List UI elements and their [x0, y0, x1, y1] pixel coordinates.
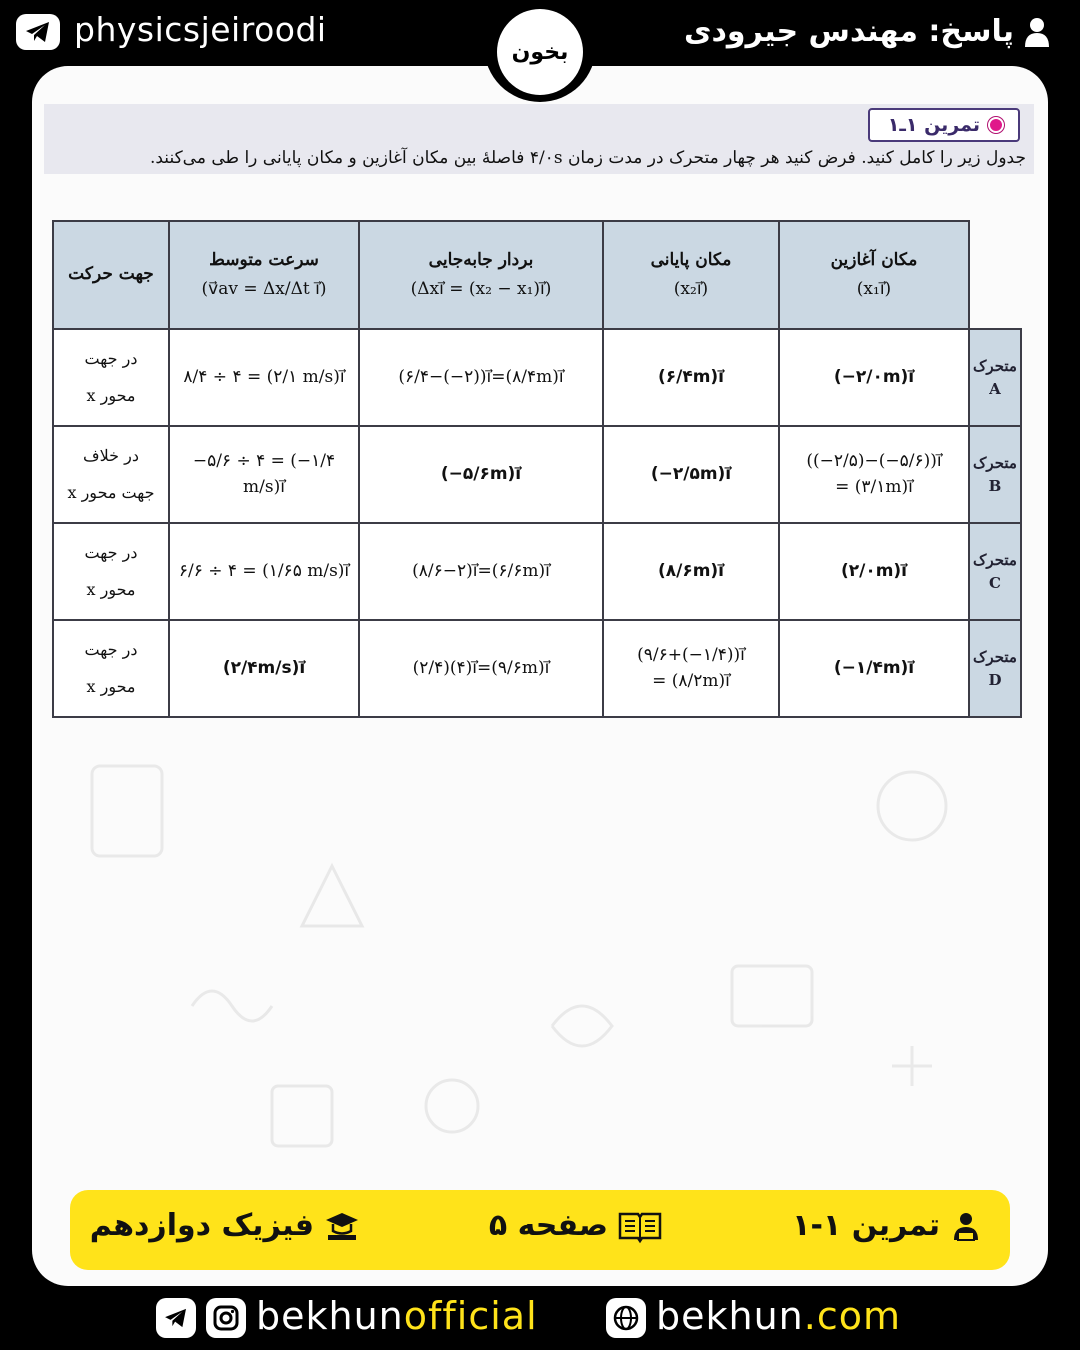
book-icon: [618, 1210, 662, 1242]
instagram-icon[interactable]: [206, 1298, 246, 1338]
row-label: متحرک A: [969, 329, 1021, 426]
exercise-title: [868, 108, 1020, 142]
cell-displacement: (۶/۴−(−۲))i⃗=(۸/۴m)i⃗: [359, 329, 603, 426]
footer-subject: [90, 1208, 360, 1243]
table-row: [53, 523, 1021, 620]
website-link[interactable]: bekhun.com: [656, 1294, 902, 1338]
bottom-bar: [0, 1290, 1080, 1350]
cell-velocity: ۶/۶ ÷ ۴ = (۱/۶۵ m/s)i⃗: [169, 523, 359, 620]
cell-end: (۸/۶m)i⃗: [603, 523, 779, 620]
globe-icon[interactable]: [606, 1298, 646, 1338]
footer-exercise-text: تمرین ۱-۱: [792, 1208, 940, 1243]
row-label: متحرک B: [969, 426, 1021, 523]
exercise-question: جدول زیر را کامل کنید. فرض کنید هر چهار متحرک در مدت زمان ۴/۰s فاصلهٔ بین مکان آغازین و مکان پایانی را طی می‌کنند.: [149, 148, 1026, 168]
info-footer: [70, 1190, 1010, 1270]
cell-start: ((−۲/۵)−(−۵/۶))i⃗ = (۳/۱m)i⃗: [779, 426, 969, 523]
exercise-title-text: تمرین ۱ـ۱: [887, 114, 980, 136]
cell-end: (−۲/۵m)i⃗: [603, 426, 779, 523]
header-displacement: بردار جابه‌جایی (Δxi⃗ = (x₂ − x₁)i⃗): [359, 221, 603, 329]
logo-text: بخون: [511, 39, 569, 65]
footer-exercise: [792, 1208, 982, 1243]
cell-start: (−۱/۴m)i⃗: [779, 620, 969, 717]
cell-end: (۹/۶+(−۱/۴))i⃗ = (۸/۲m)i⃗: [603, 620, 779, 717]
cell-direction: در جهت محور x: [53, 329, 169, 426]
exercise-header: [44, 104, 1034, 174]
telegram-icon[interactable]: [156, 1298, 196, 1338]
cell-displacement: (۸/۶−۲)i⃗=(۶/۶m)i⃗: [359, 523, 603, 620]
cell-direction: در جهت محور x: [53, 620, 169, 717]
header-end: مکان پایانی (x₂i⃗): [603, 221, 779, 329]
channel-handle[interactable]: physicsjeiroodi: [74, 10, 327, 49]
cell-displacement: (−۵/۶m)i⃗: [359, 426, 603, 523]
content-card: [32, 39, 1048, 1286]
graduation-cap-icon: [324, 1210, 360, 1242]
answer-credit: [684, 14, 1050, 49]
cell-velocity: ۸/۴ ÷ ۴ = (۲/۱ m/s)i⃗: [169, 329, 359, 426]
table-row: [53, 426, 1021, 523]
table-header-row: [53, 221, 1021, 329]
cell-direction: در جهت محور x: [53, 523, 169, 620]
answer-text: پاسخ: مهندس جیرودی: [684, 14, 1014, 49]
header-direction: جهت حرکت: [53, 221, 169, 329]
table-row: [53, 329, 1021, 426]
header-start: مکان آغازین (x₁i⃗): [779, 221, 969, 329]
table-row: [53, 620, 1021, 717]
cell-start: (۲/۰m)i⃗: [779, 523, 969, 620]
row-label: متحرک C: [969, 523, 1021, 620]
teacher-icon: [950, 1210, 982, 1242]
footer-subject-text: فیزیک دوازدهم: [89, 1208, 314, 1243]
bullet-icon: [988, 117, 1004, 133]
cell-velocity: (۲/۴m/s)i⃗: [169, 620, 359, 717]
user-icon: [1024, 17, 1050, 47]
cell-end: (۶/۴m)i⃗: [603, 329, 779, 426]
footer-page: [489, 1208, 662, 1243]
table-corner: [969, 221, 1021, 329]
header-velocity: سرعت متوسط (v⃗av = Δx/Δt i⃗): [169, 221, 359, 329]
cell-direction: در خلاف جهت محور x: [53, 426, 169, 523]
instagram-handle[interactable]: bekhunofficial: [256, 1294, 538, 1338]
telegram-icon[interactable]: [16, 14, 60, 50]
cell-start: (−۲/۰m)i⃗: [779, 329, 969, 426]
cell-velocity: −۵/۶ ÷ ۴ = (−۱/۴ m/s)i⃗: [169, 426, 359, 523]
footer-page-text: صفحه ۵: [488, 1208, 608, 1243]
row-label: متحرک D: [969, 620, 1021, 717]
answer-table: [52, 220, 1032, 718]
cell-displacement: (۲/۴)(۴)i⃗=(۹/۶m)i⃗: [359, 620, 603, 717]
